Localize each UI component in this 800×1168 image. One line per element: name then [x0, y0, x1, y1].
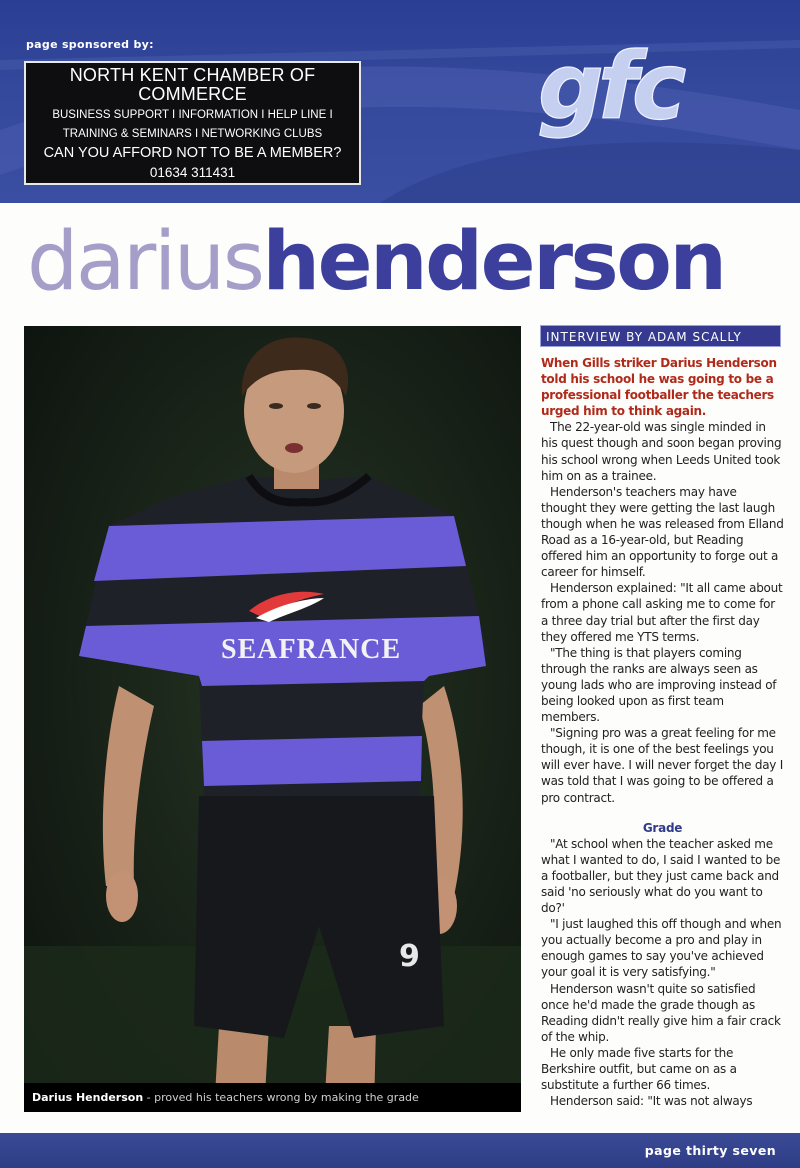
article-paragraph: "At school when the teacher asked me what I wanted to do, I said I wanted to be a footballer, but they just came back and said 'no seriously what do you want to do?' [541, 836, 781, 916]
sponsor-label: page sponsored by: [26, 38, 154, 51]
article-subhead: Grade [642, 820, 683, 835]
title-last-name: henderson [262, 215, 725, 309]
article-intro: When Gills striker Darius Henderson told his school he was going to be a professional footballer the teachers urged him to think again. [541, 356, 777, 419]
shorts-number: 9 [399, 939, 420, 974]
sponsor-tagline: CAN YOU AFFORD NOT TO BE A MEMBER? [43, 145, 342, 161]
article-body [541, 355, 784, 1109]
article-paragraph: Henderson wasn't quite so satisfied once he'd made the grade though as Reading didn't really give him a fair crack of the whip. [541, 981, 781, 1044]
photo-caption [24, 1083, 521, 1112]
caption-text: - proved his teachers wrong by making the grade [143, 1091, 419, 1104]
page-number: page thirty seven [644, 1143, 776, 1158]
page-footer [0, 1133, 800, 1168]
article-paragraph: Henderson explained: "It all came about from a phone call asking me to come for a three day trial but after the first day they offered me YTS terms. [541, 581, 783, 644]
sponsor-services-line2: TRAINING & SEMINARS I NETWORKING CLUBS [62, 128, 323, 140]
article-paragraph: He only made five starts for the Berkshire outfit, but came on as a substitute a further 66 times. [541, 1045, 737, 1093]
sponsor-name-line1: NORTH KENT CHAMBER OF [69, 65, 316, 85]
article-title [27, 212, 725, 312]
club-logo-text: gfc [538, 40, 681, 140]
club-logo [530, 40, 792, 170]
article-paragraph: "I just laughed this off though and when you actually become a pro and play in enough games to say you've achieved your goal it is very satisfying." [541, 917, 782, 980]
article-paragraph: Henderson said: "It was not always [550, 1094, 753, 1109]
sponsor-name-line2: COMMERCE [138, 84, 247, 104]
sponsor-phone: 01634 311431 [149, 165, 236, 180]
shirt-sponsor: SEAFRANCE [221, 634, 402, 665]
title-first-name: darius [27, 215, 263, 309]
article-paragraph: "The thing is that players coming through the ranks are always seen as young lads who are improving instead of being looked upon as first team members. [541, 645, 777, 725]
sponsor-advert [24, 61, 361, 185]
page-header [0, 0, 800, 203]
caption-name: Darius Henderson [32, 1091, 144, 1104]
article-paragraph: Henderson's teachers may have thought they were getting the last laugh though when he was released from Elland Road as a 16-year-old, but Reading offered him an opportunity to forge out a career for himself. [541, 484, 784, 580]
player-photo-illustration [24, 326, 521, 1112]
article-paragraph: "Signing pro was a great feeling for me though, it is one of the best feelings you will ever have. I will never forget the day I was told that I was going to be offered a pro contract. [541, 726, 784, 805]
byline: INTERVIEW BY ADAM SCALLY [540, 325, 781, 347]
player-photo [24, 326, 521, 1112]
article-paragraph: The 22-year-old was single minded in his quest though and soon began proving his school wrong when Leeds United took him on as a trainee. [541, 420, 782, 483]
sponsor-services-line1: BUSINESS SUPPORT I INFORMATION I HELP LINE I [52, 109, 333, 121]
